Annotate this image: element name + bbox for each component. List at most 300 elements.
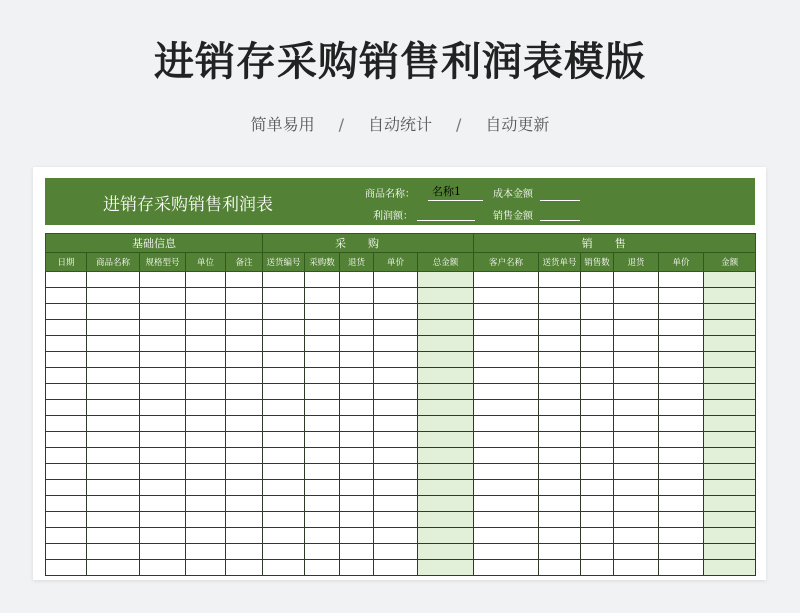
table-cell[interactable] bbox=[87, 496, 140, 512]
table-cell[interactable] bbox=[186, 352, 226, 368]
table-cell[interactable] bbox=[46, 544, 87, 560]
table-cell[interactable] bbox=[581, 400, 614, 416]
table-cell[interactable] bbox=[374, 368, 418, 384]
table-cell[interactable] bbox=[581, 432, 614, 448]
table-cell[interactable] bbox=[340, 416, 374, 432]
table-cell[interactable] bbox=[305, 272, 340, 288]
table-cell[interactable] bbox=[474, 416, 539, 432]
table-cell[interactable] bbox=[614, 512, 659, 528]
table-cell[interactable] bbox=[305, 496, 340, 512]
table-cell[interactable] bbox=[474, 432, 539, 448]
table-cell[interactable] bbox=[659, 400, 704, 416]
table-cell[interactable] bbox=[659, 480, 704, 496]
table-cell[interactable] bbox=[305, 560, 340, 576]
table-cell[interactable] bbox=[614, 352, 659, 368]
table-cell[interactable] bbox=[539, 400, 581, 416]
table-cell[interactable] bbox=[305, 480, 340, 496]
table-cell[interactable] bbox=[539, 416, 581, 432]
table-cell[interactable] bbox=[46, 560, 87, 576]
table-cell[interactable] bbox=[87, 352, 140, 368]
sales-amount-underline[interactable] bbox=[540, 220, 580, 221]
table-cell[interactable] bbox=[340, 560, 374, 576]
table-cell[interactable] bbox=[305, 544, 340, 560]
table-cell[interactable] bbox=[418, 272, 474, 288]
table-cell[interactable] bbox=[614, 464, 659, 480]
table-cell[interactable] bbox=[186, 496, 226, 512]
table-cell[interactable] bbox=[418, 304, 474, 320]
table-cell[interactable] bbox=[226, 384, 263, 400]
table-cell[interactable] bbox=[539, 448, 581, 464]
table-cell[interactable] bbox=[704, 400, 756, 416]
table-cell[interactable] bbox=[418, 352, 474, 368]
table-cell[interactable] bbox=[659, 560, 704, 576]
table-cell[interactable] bbox=[581, 384, 614, 400]
table-cell[interactable] bbox=[263, 304, 305, 320]
table-cell[interactable] bbox=[474, 544, 539, 560]
table-cell[interactable] bbox=[474, 320, 539, 336]
table-cell[interactable] bbox=[263, 512, 305, 528]
table-cell[interactable] bbox=[474, 352, 539, 368]
table-cell[interactable] bbox=[474, 496, 539, 512]
table-cell[interactable] bbox=[340, 352, 374, 368]
table-cell[interactable] bbox=[704, 288, 756, 304]
table-cell[interactable] bbox=[614, 400, 659, 416]
cost-amount-underline[interactable] bbox=[540, 200, 580, 201]
table-cell[interactable] bbox=[87, 336, 140, 352]
table-cell[interactable] bbox=[418, 432, 474, 448]
table-cell[interactable] bbox=[581, 368, 614, 384]
table-cell[interactable] bbox=[474, 512, 539, 528]
table-cell[interactable] bbox=[226, 304, 263, 320]
table-cell[interactable] bbox=[305, 304, 340, 320]
table-cell[interactable] bbox=[226, 400, 263, 416]
table-cell[interactable] bbox=[539, 304, 581, 320]
table-cell[interactable] bbox=[140, 464, 186, 480]
table-cell[interactable] bbox=[46, 272, 87, 288]
table-cell[interactable] bbox=[374, 304, 418, 320]
table-cell[interactable] bbox=[659, 352, 704, 368]
table-cell[interactable] bbox=[374, 432, 418, 448]
table-cell[interactable] bbox=[140, 448, 186, 464]
table-cell[interactable] bbox=[140, 416, 186, 432]
table-cell[interactable] bbox=[87, 288, 140, 304]
table-cell[interactable] bbox=[186, 464, 226, 480]
table-cell[interactable] bbox=[87, 560, 140, 576]
table-cell[interactable] bbox=[46, 464, 87, 480]
table-cell[interactable] bbox=[474, 384, 539, 400]
table-cell[interactable] bbox=[140, 368, 186, 384]
table-cell[interactable] bbox=[46, 512, 87, 528]
table-cell[interactable] bbox=[659, 288, 704, 304]
table-cell[interactable] bbox=[46, 320, 87, 336]
table-cell[interactable] bbox=[340, 448, 374, 464]
table-cell[interactable] bbox=[340, 368, 374, 384]
table-cell[interactable] bbox=[305, 512, 340, 528]
table-cell[interactable] bbox=[340, 528, 374, 544]
table-cell[interactable] bbox=[614, 288, 659, 304]
table-cell[interactable] bbox=[539, 560, 581, 576]
table-cell[interactable] bbox=[226, 368, 263, 384]
table-cell[interactable] bbox=[659, 272, 704, 288]
table-cell[interactable] bbox=[374, 272, 418, 288]
table-cell[interactable] bbox=[374, 448, 418, 464]
table-cell[interactable] bbox=[87, 304, 140, 320]
table-cell[interactable] bbox=[704, 512, 756, 528]
table-cell[interactable] bbox=[374, 496, 418, 512]
table-cell[interactable] bbox=[263, 432, 305, 448]
table-cell[interactable] bbox=[226, 320, 263, 336]
table-cell[interactable] bbox=[581, 560, 614, 576]
table-cell[interactable] bbox=[474, 288, 539, 304]
table-cell[interactable] bbox=[418, 544, 474, 560]
table-cell[interactable] bbox=[539, 496, 581, 512]
table-cell[interactable] bbox=[374, 384, 418, 400]
table-cell[interactable] bbox=[474, 528, 539, 544]
table-cell[interactable] bbox=[704, 496, 756, 512]
table-cell[interactable] bbox=[704, 480, 756, 496]
table-cell[interactable] bbox=[186, 336, 226, 352]
table-cell[interactable] bbox=[226, 432, 263, 448]
table-cell[interactable] bbox=[581, 448, 614, 464]
table-cell[interactable] bbox=[305, 320, 340, 336]
table-cell[interactable] bbox=[581, 320, 614, 336]
table-cell[interactable] bbox=[614, 272, 659, 288]
table-cell[interactable] bbox=[226, 496, 263, 512]
table-cell[interactable] bbox=[46, 416, 87, 432]
table-cell[interactable] bbox=[186, 512, 226, 528]
table-cell[interactable] bbox=[305, 288, 340, 304]
table-cell[interactable] bbox=[581, 416, 614, 432]
table-cell[interactable] bbox=[140, 304, 186, 320]
table-cell[interactable] bbox=[46, 352, 87, 368]
table-cell[interactable] bbox=[140, 544, 186, 560]
table-cell[interactable] bbox=[226, 480, 263, 496]
table-cell[interactable] bbox=[305, 384, 340, 400]
table-cell[interactable] bbox=[659, 432, 704, 448]
table-cell[interactable] bbox=[374, 400, 418, 416]
table-cell[interactable] bbox=[539, 528, 581, 544]
table-cell[interactable] bbox=[659, 544, 704, 560]
table-cell[interactable] bbox=[340, 496, 374, 512]
table-cell[interactable] bbox=[46, 496, 87, 512]
table-cell[interactable] bbox=[704, 320, 756, 336]
table-cell[interactable] bbox=[186, 400, 226, 416]
table-cell[interactable] bbox=[140, 272, 186, 288]
table-cell[interactable] bbox=[87, 528, 140, 544]
table-cell[interactable] bbox=[186, 448, 226, 464]
table-cell[interactable] bbox=[226, 448, 263, 464]
table-cell[interactable] bbox=[263, 272, 305, 288]
table-cell[interactable] bbox=[46, 400, 87, 416]
table-cell[interactable] bbox=[614, 368, 659, 384]
table-cell[interactable] bbox=[614, 448, 659, 464]
table-cell[interactable] bbox=[539, 352, 581, 368]
profit-underline[interactable] bbox=[417, 220, 475, 221]
table-cell[interactable] bbox=[186, 320, 226, 336]
table-cell[interactable] bbox=[46, 480, 87, 496]
table-cell[interactable] bbox=[140, 352, 186, 368]
table-cell[interactable] bbox=[186, 272, 226, 288]
table-cell[interactable] bbox=[581, 528, 614, 544]
table-cell[interactable] bbox=[46, 336, 87, 352]
table-cell[interactable] bbox=[374, 336, 418, 352]
table-cell[interactable] bbox=[704, 304, 756, 320]
table-cell[interactable] bbox=[140, 480, 186, 496]
table-cell[interactable] bbox=[263, 528, 305, 544]
table-cell[interactable] bbox=[539, 480, 581, 496]
table-cell[interactable] bbox=[659, 496, 704, 512]
table-cell[interactable] bbox=[305, 448, 340, 464]
table-cell[interactable] bbox=[46, 288, 87, 304]
product-name-value[interactable]: 名称1 bbox=[432, 185, 461, 198]
table-cell[interactable] bbox=[539, 272, 581, 288]
table-cell[interactable] bbox=[539, 320, 581, 336]
table-cell[interactable] bbox=[659, 512, 704, 528]
table-cell[interactable] bbox=[340, 544, 374, 560]
table-cell[interactable] bbox=[263, 448, 305, 464]
table-cell[interactable] bbox=[418, 384, 474, 400]
table-cell[interactable] bbox=[581, 272, 614, 288]
table-cell[interactable] bbox=[539, 288, 581, 304]
table-cell[interactable] bbox=[474, 560, 539, 576]
table-cell[interactable] bbox=[186, 528, 226, 544]
table-cell[interactable] bbox=[474, 272, 539, 288]
table-cell[interactable] bbox=[226, 560, 263, 576]
table-cell[interactable] bbox=[539, 432, 581, 448]
table-cell[interactable] bbox=[186, 288, 226, 304]
table-cell[interactable] bbox=[46, 432, 87, 448]
table-cell[interactable] bbox=[140, 432, 186, 448]
table-cell[interactable] bbox=[539, 512, 581, 528]
table-cell[interactable] bbox=[704, 272, 756, 288]
table-cell[interactable] bbox=[704, 352, 756, 368]
table-cell[interactable] bbox=[186, 480, 226, 496]
table-cell[interactable] bbox=[659, 528, 704, 544]
table-cell[interactable] bbox=[704, 528, 756, 544]
table-cell[interactable] bbox=[659, 320, 704, 336]
table-cell[interactable] bbox=[418, 496, 474, 512]
table-cell[interactable] bbox=[704, 464, 756, 480]
table-cell[interactable] bbox=[659, 384, 704, 400]
table-cell[interactable] bbox=[614, 544, 659, 560]
table-cell[interactable] bbox=[704, 336, 756, 352]
table-cell[interactable] bbox=[704, 416, 756, 432]
table-cell[interactable] bbox=[614, 432, 659, 448]
table-cell[interactable] bbox=[87, 368, 140, 384]
table-cell[interactable] bbox=[226, 272, 263, 288]
table-cell[interactable] bbox=[659, 368, 704, 384]
table-cell[interactable] bbox=[186, 416, 226, 432]
table-cell[interactable] bbox=[581, 288, 614, 304]
table-cell[interactable] bbox=[614, 384, 659, 400]
table-cell[interactable] bbox=[226, 416, 263, 432]
table-cell[interactable] bbox=[581, 464, 614, 480]
table-cell[interactable] bbox=[418, 400, 474, 416]
table-cell[interactable] bbox=[186, 384, 226, 400]
table-cell[interactable] bbox=[87, 464, 140, 480]
table-cell[interactable] bbox=[374, 480, 418, 496]
table-cell[interactable] bbox=[186, 368, 226, 384]
table-cell[interactable] bbox=[474, 336, 539, 352]
table-cell[interactable] bbox=[418, 512, 474, 528]
table-cell[interactable] bbox=[87, 320, 140, 336]
table-cell[interactable] bbox=[46, 448, 87, 464]
table-cell[interactable] bbox=[226, 336, 263, 352]
table-cell[interactable] bbox=[374, 288, 418, 304]
table-cell[interactable] bbox=[87, 480, 140, 496]
table-cell[interactable] bbox=[614, 560, 659, 576]
table-cell[interactable] bbox=[263, 336, 305, 352]
table-cell[interactable] bbox=[418, 464, 474, 480]
table-cell[interactable] bbox=[418, 336, 474, 352]
table-cell[interactable] bbox=[614, 336, 659, 352]
table-cell[interactable] bbox=[263, 400, 305, 416]
table-cell[interactable] bbox=[226, 544, 263, 560]
table-cell[interactable] bbox=[226, 352, 263, 368]
table-cell[interactable] bbox=[186, 432, 226, 448]
table-cell[interactable] bbox=[614, 304, 659, 320]
table-cell[interactable] bbox=[704, 384, 756, 400]
table-cell[interactable] bbox=[340, 512, 374, 528]
table-cell[interactable] bbox=[340, 272, 374, 288]
table-cell[interactable] bbox=[340, 320, 374, 336]
table-cell[interactable] bbox=[704, 448, 756, 464]
table-cell[interactable] bbox=[614, 416, 659, 432]
table-cell[interactable] bbox=[539, 544, 581, 560]
table-cell[interactable] bbox=[263, 352, 305, 368]
table-cell[interactable] bbox=[340, 464, 374, 480]
table-cell[interactable] bbox=[305, 400, 340, 416]
table-cell[interactable] bbox=[140, 496, 186, 512]
table-cell[interactable] bbox=[474, 368, 539, 384]
table-cell[interactable] bbox=[374, 320, 418, 336]
table-cell[interactable] bbox=[226, 464, 263, 480]
table-cell[interactable] bbox=[581, 304, 614, 320]
table-cell[interactable] bbox=[305, 368, 340, 384]
table-cell[interactable] bbox=[474, 464, 539, 480]
table-cell[interactable] bbox=[418, 416, 474, 432]
table-cell[interactable] bbox=[374, 528, 418, 544]
table-cell[interactable] bbox=[263, 464, 305, 480]
table-cell[interactable] bbox=[474, 448, 539, 464]
table-cell[interactable] bbox=[305, 464, 340, 480]
table-cell[interactable] bbox=[539, 368, 581, 384]
table-cell[interactable] bbox=[263, 480, 305, 496]
table-cell[interactable] bbox=[140, 320, 186, 336]
table-cell[interactable] bbox=[474, 480, 539, 496]
table-cell[interactable] bbox=[614, 480, 659, 496]
table-cell[interactable] bbox=[581, 480, 614, 496]
table-cell[interactable] bbox=[659, 416, 704, 432]
table-cell[interactable] bbox=[340, 432, 374, 448]
table-cell[interactable] bbox=[305, 416, 340, 432]
table-cell[interactable] bbox=[186, 304, 226, 320]
table-cell[interactable] bbox=[340, 384, 374, 400]
table-cell[interactable] bbox=[474, 304, 539, 320]
table-cell[interactable] bbox=[374, 464, 418, 480]
table-cell[interactable] bbox=[659, 336, 704, 352]
table-cell[interactable] bbox=[140, 336, 186, 352]
table-cell[interactable] bbox=[305, 528, 340, 544]
table-cell[interactable] bbox=[87, 272, 140, 288]
table-cell[interactable] bbox=[140, 528, 186, 544]
table-cell[interactable] bbox=[340, 480, 374, 496]
table-cell[interactable] bbox=[340, 304, 374, 320]
table-cell[interactable] bbox=[305, 352, 340, 368]
table-cell[interactable] bbox=[140, 400, 186, 416]
table-cell[interactable] bbox=[614, 496, 659, 512]
table-cell[interactable] bbox=[704, 544, 756, 560]
table-cell[interactable] bbox=[474, 400, 539, 416]
table-cell[interactable] bbox=[263, 560, 305, 576]
table-cell[interactable] bbox=[87, 384, 140, 400]
table-cell[interactable] bbox=[226, 288, 263, 304]
table-cell[interactable] bbox=[263, 384, 305, 400]
table-cell[interactable] bbox=[140, 560, 186, 576]
table-cell[interactable] bbox=[340, 288, 374, 304]
table-cell[interactable] bbox=[374, 512, 418, 528]
table-cell[interactable] bbox=[581, 544, 614, 560]
table-cell[interactable] bbox=[539, 464, 581, 480]
table-cell[interactable] bbox=[614, 528, 659, 544]
table-cell[interactable] bbox=[374, 416, 418, 432]
table-cell[interactable] bbox=[581, 336, 614, 352]
table-cell[interactable] bbox=[659, 304, 704, 320]
table-cell[interactable] bbox=[263, 496, 305, 512]
table-cell[interactable] bbox=[226, 512, 263, 528]
table-cell[interactable] bbox=[140, 288, 186, 304]
table-cell[interactable] bbox=[659, 464, 704, 480]
table-cell[interactable] bbox=[87, 416, 140, 432]
table-cell[interactable] bbox=[704, 560, 756, 576]
table-cell[interactable] bbox=[87, 432, 140, 448]
table-cell[interactable] bbox=[46, 528, 87, 544]
table-cell[interactable] bbox=[140, 512, 186, 528]
table-cell[interactable] bbox=[263, 416, 305, 432]
table-cell[interactable] bbox=[263, 544, 305, 560]
table-cell[interactable] bbox=[418, 560, 474, 576]
table-cell[interactable] bbox=[581, 496, 614, 512]
table-cell[interactable] bbox=[263, 288, 305, 304]
table-cell[interactable] bbox=[374, 352, 418, 368]
table-cell[interactable] bbox=[305, 336, 340, 352]
table-cell[interactable] bbox=[46, 368, 87, 384]
table-cell[interactable] bbox=[140, 384, 186, 400]
table-cell[interactable] bbox=[305, 432, 340, 448]
table-cell[interactable] bbox=[704, 432, 756, 448]
table-cell[interactable] bbox=[539, 336, 581, 352]
table-cell[interactable] bbox=[263, 368, 305, 384]
table-cell[interactable] bbox=[87, 512, 140, 528]
table-cell[interactable] bbox=[46, 384, 87, 400]
table-cell[interactable] bbox=[418, 448, 474, 464]
table-cell[interactable] bbox=[263, 320, 305, 336]
table-cell[interactable] bbox=[581, 512, 614, 528]
table-cell[interactable] bbox=[418, 480, 474, 496]
table-cell[interactable] bbox=[418, 288, 474, 304]
table-cell[interactable] bbox=[46, 304, 87, 320]
table-cell[interactable] bbox=[614, 320, 659, 336]
table-cell[interactable] bbox=[539, 384, 581, 400]
table-cell[interactable] bbox=[418, 528, 474, 544]
table-cell[interactable] bbox=[659, 448, 704, 464]
table-cell[interactable] bbox=[581, 352, 614, 368]
table-cell[interactable] bbox=[374, 560, 418, 576]
table-cell[interactable] bbox=[186, 560, 226, 576]
table-cell[interactable] bbox=[704, 368, 756, 384]
table-cell[interactable] bbox=[87, 448, 140, 464]
table-cell[interactable] bbox=[87, 544, 140, 560]
